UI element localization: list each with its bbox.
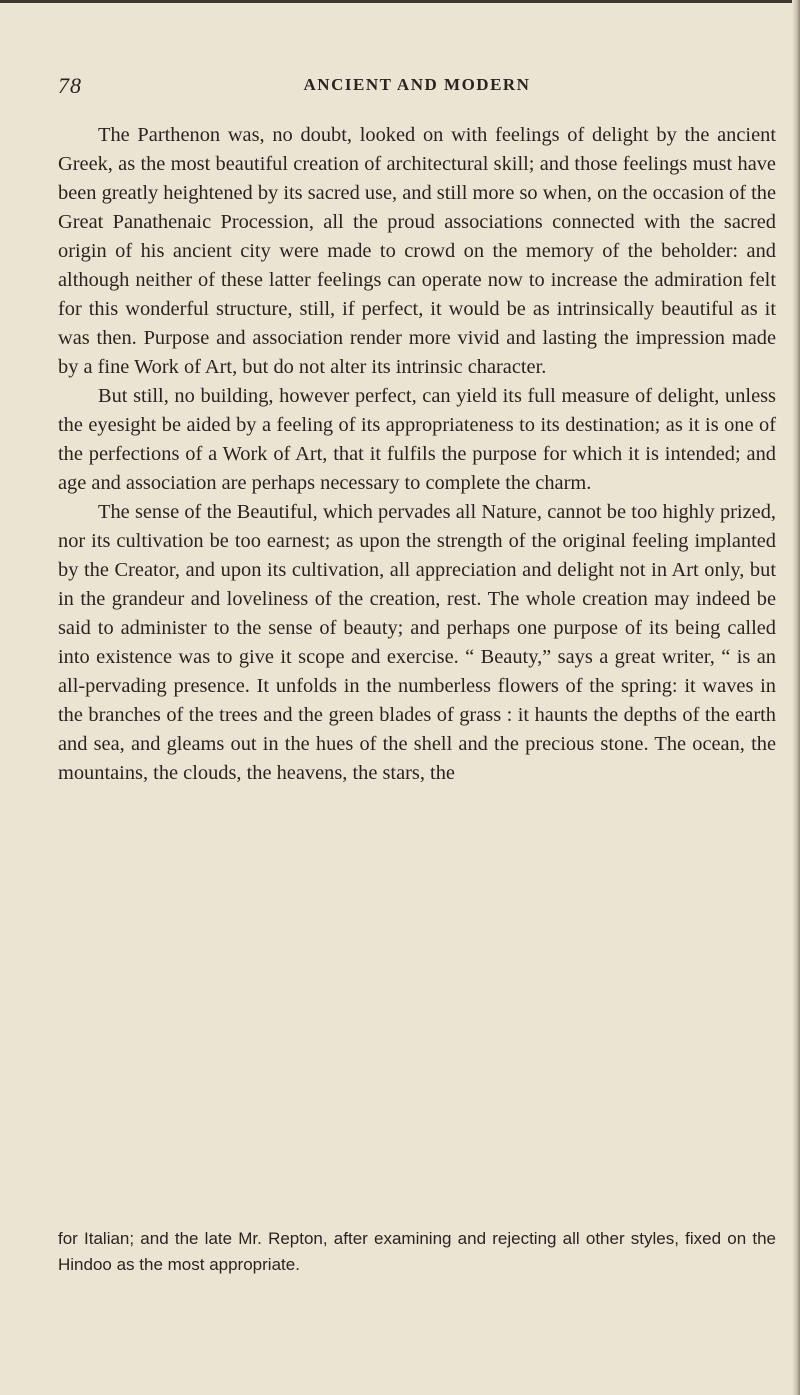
paragraph-sense-of-beauty: The sense of the Beautiful, which pervades all Nature, cannot be too highly prized, nor its cultivation be too earnest; as upon the strength of the original feeling implanted by the Creator, and upon its cultivation, all appreciation and delight not in Art only, but in the grandeur and loveliness of the creation, rest. The whole creation may indeed be said to administer to the sense of beauty; and perhaps one purpose of its being called into existence was to give it scope and exercise. “ Beauty,” says a great writer, “ is an all-pervading presence. It unfolds in the numberless flowers of the spring: it waves in the branches of the trees and the green blades of grass : it haunts the depths of the earth and sea, and gleams out in the hues of the shell and the precious stone. The ocean, the mountains, the clouds, the heavens, the stars, the: [58, 501, 776, 784]
running-header: [58, 73, 776, 103]
top-border-rule: [0, 0, 800, 3]
running-title: ANCIENT AND MODERN: [303, 75, 531, 94]
page-edge-shadow: [792, 0, 800, 1395]
footnote: [58, 1226, 776, 1278]
footnote-text: for Italian; and the late Mr. Repton, after examining and rejecting all other styles, fixed on the Hindoo as the most appropriate.: [58, 1229, 776, 1274]
paragraph-appropriateness: But still, no building, however perfect, can yield its full measure of delight, unless the eyesight be aided by a feeling of its appropriateness to its destination; as it is one of the perfections of a Work of Art, that it fulfils the purpose for which it is intended; and age and association are perhaps necessary to complete the charm.: [58, 385, 776, 494]
body-text: [58, 121, 776, 788]
paragraph-parthenon: The Parthenon was, no doubt, looked on with feelings of delight by the ancient Greek, as the most beautiful creation of architectural skill; and those feelings must have been greatly heightened by its sacred use, and still more so when, on the occasion of the Great Panathenaic Procession, all the proud associations connected with the sacred origin of his ancient city were made to crowd on the memory of the beholder: and although neither of these latter feelings can operate now to increase the admiration felt for this wonderful structure, still, if perfect, it would be as intrinsically beautiful as it was then. Purpose and association render more vivid and lasting the impression made by a fine Work of Art, but do not alter its intrinsic character.: [58, 124, 776, 378]
page-number: 78: [58, 73, 82, 98]
